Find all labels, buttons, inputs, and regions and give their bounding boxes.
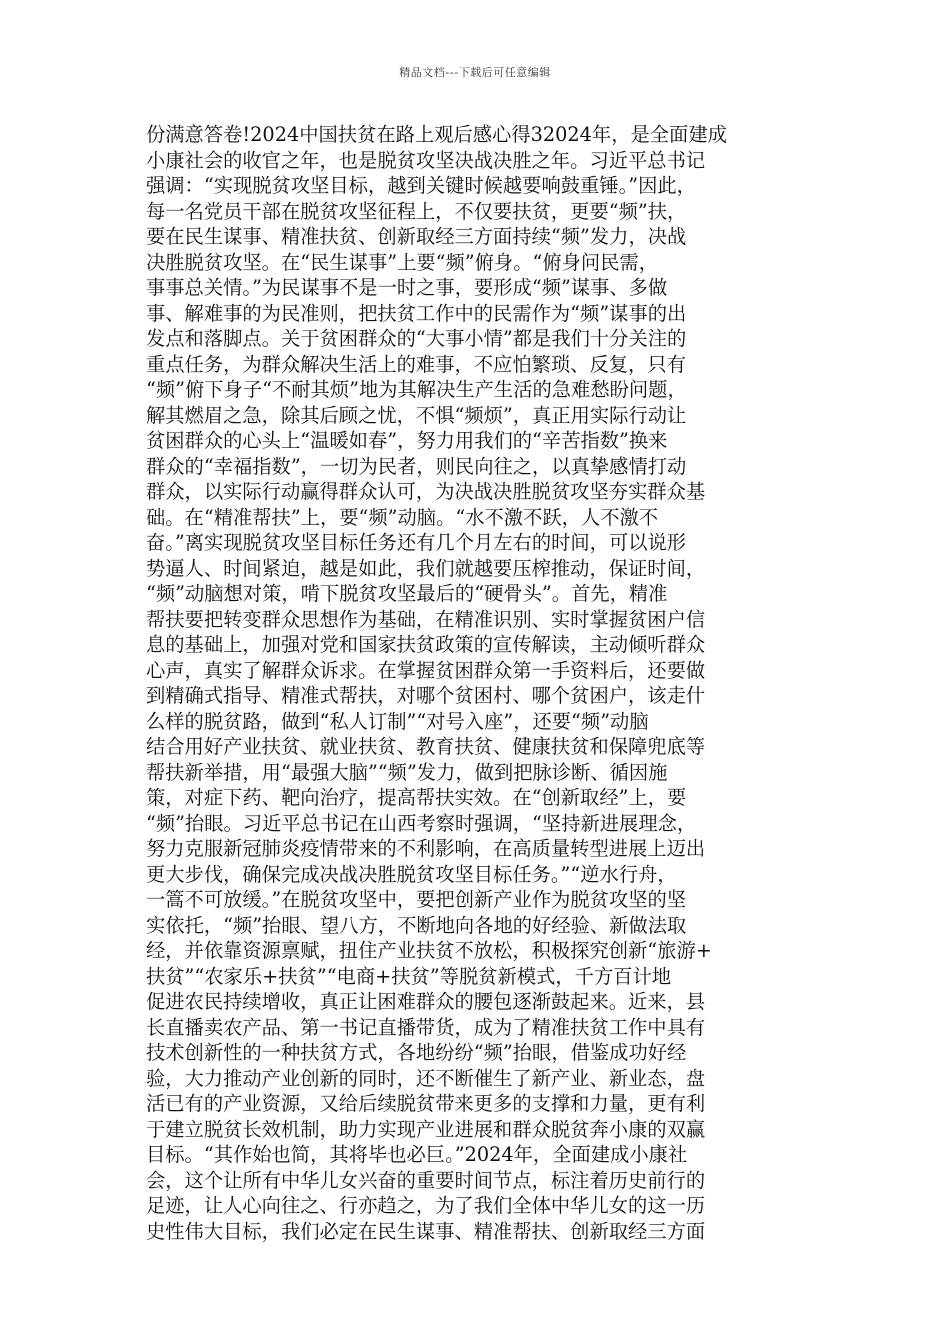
text-line: 结合用好产业扶贫、就业扶贫、教育扶贫、健康扶贫和保障兜底等 xyxy=(146,735,706,758)
text-line: 实依托，“频”抬眼、望八方，不断地向各地的好经验、新做法取 xyxy=(146,913,687,937)
text-line: 史性伟大目标，我们必定在民生谋事、精准帮扶、创新取经三方面 xyxy=(146,1219,706,1243)
page-header: 精品文档---下载后可任意编辑 xyxy=(399,66,551,79)
text-line: 活已有的产业资源，又给后续脱贫带来更多的支撑和力量，更有利 xyxy=(146,1092,706,1115)
text-line: 帮扶新举措，用“最强大脑”“频”发力，做到把脉诊断、循因施 xyxy=(146,760,668,784)
document-body xyxy=(146,122,806,1244)
text-line: 小康社会的收官之年，也是脱贫攻坚决战决胜之年。习近平总书记 xyxy=(146,148,706,172)
text-line: 息的基础上，加强对党和国家扶贫政策的宣传解读，主动倾听群众 xyxy=(146,633,706,656)
text-line: 么样的脱贫路，做到“私人订制”“对号入座”，还要“频”动脑 xyxy=(146,709,649,733)
text-line: 要在民生谋事、精准扶贫、创新取经三方面持续“频”发力，决战 xyxy=(146,225,687,248)
text-line: 事事总关情。”为民谋事不是一时之事，要形成“频”谋事、多做 xyxy=(146,276,668,299)
text-line: “频”动脑想对策，啃下脱贫攻坚最后的“硬骨头”。首先，精准 xyxy=(146,582,668,605)
text-line: 会，这个让所有中华儿女兴奋的重要时间节点，标注着历史前行的 xyxy=(146,1168,706,1192)
text-line: 扶贫”“农家乐+扶贫”“电商+扶贫”等脱贫新模式，千方百计地 xyxy=(146,964,672,988)
text-line: 事、解难事的为民准则，把扶贫工作中的民需作为“频”谋事的出 xyxy=(146,301,687,325)
text-line: 到精确式指导、精准式帮扶，对哪个贫困村、哪个贫困户，该走什 xyxy=(146,684,706,707)
text-line: 经，并依靠资源禀赋，扭住产业扶贫不放松，积极探究创新“旅游+ xyxy=(146,939,712,962)
text-line: 于建立脱贫长效机制，助力实现产业进展和群众脱贫奔小康的双赢 xyxy=(146,1117,706,1141)
text-line: 帮扶要把转变群众思想作为基础，在精准识别、实时掌握贫困户信 xyxy=(146,607,706,631)
text-line: 技术创新性的一种扶贫方式，各地纷纷“频”抬眼，借鉴成功好经 xyxy=(146,1041,687,1064)
text-line: 心声，真实了解群众诉求。在掌握贫困群众第一手资料后，还要做 xyxy=(146,658,706,682)
text-line: 足迹，让人心向往之、行亦趋之，为了我们全体中华儿女的这一历 xyxy=(146,1194,706,1217)
text-line: 份满意答卷!2024中国扶贫在路上观后感心得32024年，是全面建成 xyxy=(146,123,727,146)
text-line: 础。在“精准帮扶”上，要“频”动脑。“水不激不跃，人不激不 xyxy=(146,505,659,529)
text-line: 贫困群众的心头上“温暖如春”，努力用我们的“辛苦指数”换来 xyxy=(146,429,668,452)
text-line: 解其燃眉之急，除其后顾之忧，不惧“频烦”，真正用实际行动让 xyxy=(146,403,687,427)
text-line: “频”抬眼。习近平总书记在山西考察时强调，“坚持新进展理念， xyxy=(146,811,697,835)
text-line: 策，对症下药、靶向治疗，提高帮扶实效。在“创新取经”上，要 xyxy=(146,786,687,809)
text-line: 验，大力推动产业创新的同时，还不断催生了新产业、新业态，盘 xyxy=(146,1066,706,1090)
text-line: 发点和落脚点。关于贫困群众的“大事小情”都是我们十分关注的 xyxy=(146,327,687,350)
text-line: 群众的“幸福指数”，一切为民者，则民向往之，以真挚感情打动 xyxy=(146,454,687,478)
text-line: 奋。”离实现脱贫攻坚目标任务还有几个月左右的时间，可以说形 xyxy=(146,531,687,554)
text-line: 目标。“其作始也简，其将毕也必巨。”2024年，全面建成小康社 xyxy=(146,1143,688,1166)
text-line: 长直播卖农产品、第一书记直播带货，成为了精准扶贫工作中具有 xyxy=(146,1015,706,1039)
text-line: 更大步伐，确保完成决战决胜脱贫攻坚目标任务。”“逆水行舟， xyxy=(146,862,677,886)
text-line: 促进农民持续增收，真正让困难群众的腰包逐渐鼓起来。近来，县 xyxy=(146,990,706,1013)
text-line: 势逼人、时间紧迫，越是如此，我们就越要压榨推动，保证时间， xyxy=(146,556,706,580)
text-line: 重点任务，为群众解决生活上的难事，不应怕繁琐、反复，只有 xyxy=(146,352,686,376)
text-line: 一篙不可放缓。”在脱贫攻坚中，要把创新产业作为脱贫攻坚的坚 xyxy=(146,888,687,911)
text-line: 每一名党员干部在脱贫攻坚征程上，不仅要扶贫，更要“频”扶， xyxy=(146,199,687,223)
text-line: “频”俯下身子“不耐其烦”地为其解决生产生活的急难愁盼问题， xyxy=(146,378,687,401)
text-line: 决胜脱贫攻坚。在“民生谋事”上要“频”俯身。“俯身问民需， xyxy=(146,250,659,274)
text-line: 努力克服新冠肺炎疫情带来的不利影响，在高质量转型进展上迈出 xyxy=(146,837,706,860)
text-line: 强调：“实现脱贫攻坚目标，越到关键时候越要响鼓重锤。”因此， xyxy=(146,174,696,197)
text-line: 群众，以实际行动赢得群众认可，为决战决胜脱贫攻坚夯实群众基 xyxy=(146,480,706,503)
